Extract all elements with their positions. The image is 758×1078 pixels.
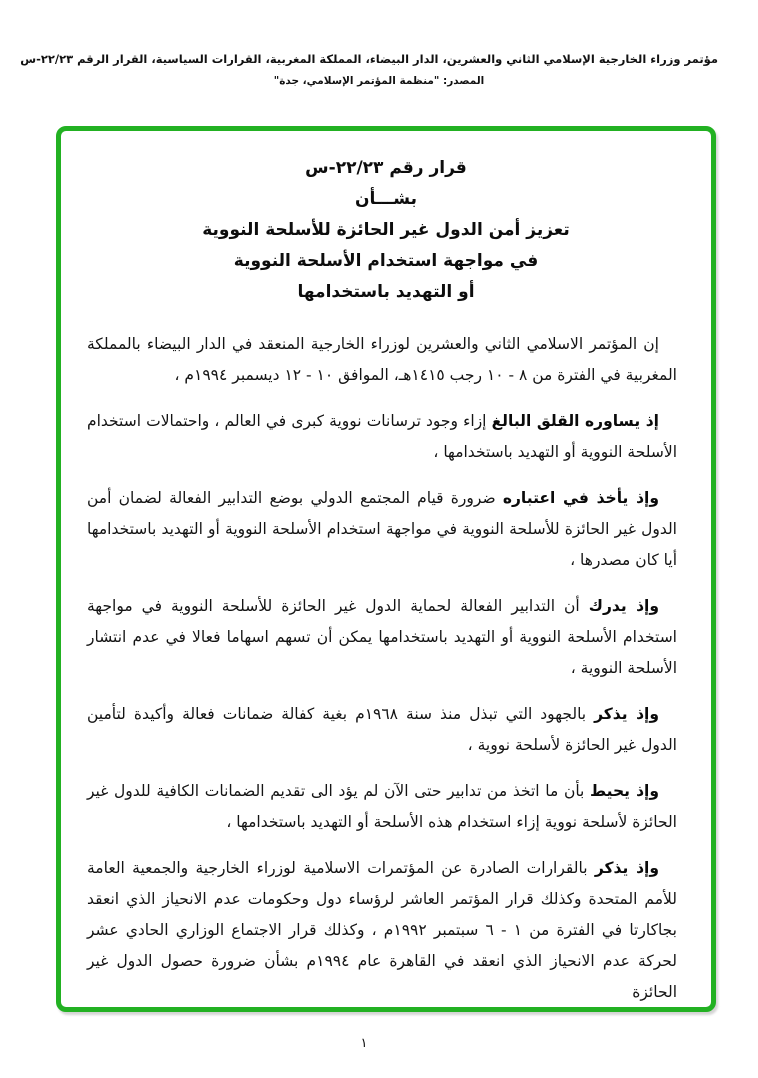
preamble-paragraph bbox=[87, 329, 677, 391]
paragraph-lead: وإذ يدرك bbox=[588, 597, 660, 615]
paragraph-text: بالجهود التي تبذل منذ سنة ١٩٦٨م بغية كفالة ضمانات فعالة وأكيدة لتأمين الدول غير الحائزة لأسلحة نووية ، bbox=[87, 705, 677, 754]
header-source: المصدر: "منظمة المؤتمر الإسلامي، جدة" bbox=[273, 75, 485, 87]
resolution-title-line-3: أو التهديد باستخدامها bbox=[297, 282, 475, 302]
preamble-paragraph bbox=[87, 699, 677, 761]
paragraph-lead: وإذ يذكر bbox=[594, 859, 659, 877]
preamble-paragraph bbox=[87, 483, 677, 576]
resolution-frame bbox=[56, 126, 716, 1012]
preamble-paragraph bbox=[87, 853, 677, 1008]
document-header bbox=[20, 52, 718, 87]
resolution-title-line-1: تعزيز أمن الدول غير الحائزة للأسلحة النووية bbox=[202, 220, 570, 240]
page-number: ١ bbox=[360, 1036, 368, 1051]
paragraph-text: إزاء وجود ترسانات نووية كبرى في العالم ، واحتمالات استخدام الأسلحة النووية أو التهديد باستخدامها ، bbox=[87, 412, 677, 461]
paragraph-text: بالقرارات الصادرة عن المؤتمرات الاسلامية لوزراء الخارجية والجمعية العامة للأمم المتحدة وكذلك قرار المؤتمر العاشر لرؤساء دول وحكومات عدم الانحياز الذي انعقد بجاكارتا في الفترة من ١ - ٦ سبتمبر ١٩٩٢م ، وكذلك قرار الاجتماع الوزاري الحادي عشر لحركة عدم الانحياز الذي انعقد في القاهرة عام ١٩٩٤م بشأن ضرورة حصول الدول غير الحائزة bbox=[87, 859, 677, 1001]
paragraph-lead: وإذ يذكر bbox=[594, 705, 659, 723]
resolution-title-block bbox=[61, 153, 711, 308]
resolution-subject-word: بشـــأن bbox=[354, 189, 417, 209]
paragraph-lead: وإذ يأخذ في اعتباره bbox=[502, 489, 659, 507]
paragraph-text: إن المؤتمر الاسلامي الثاني والعشرين لوزراء الخارجية المنعقد في الدار البيضاء بالمملكة المغربية في الفترة من ٨ - ١٠ رجب ١٤١٥هـ، الموافق ١٠ - ١٢ ديسمبر ١٩٩٤م ، bbox=[87, 335, 677, 384]
resolution-title-line-2: في مواجهة استخدام الأسلحة النووية bbox=[233, 251, 539, 271]
preamble-paragraph bbox=[87, 406, 677, 468]
header-citation: مؤتمر وزراء الخارجية الإسلامي الثاني والعشرين، الدار البيضاء، المملكة المغربية، القرارات السياسية، القرار الرقم ٢٢/٢٣-س bbox=[20, 52, 718, 66]
paragraph-text: بأن ما اتخذ من تدابير حتى الآن لم يؤد الى تقديم الضمانات الكافية للدول غير الحائزة لأسلحة نووية إزاء استخدام هذه الأسلحة أو التهديد باستخدامها ، bbox=[87, 782, 677, 831]
paragraph-text: أن التدابير الفعالة لحماية الدول غير الحائزة للأسلحة النووية في مواجهة استخدام الأسلحة النووية أو التهديد باستخدامها يمكن أن تسهم اسهاما فعالا في عدم انتشار الأسلحة النووية ، bbox=[87, 597, 677, 677]
preamble-paragraph bbox=[87, 776, 677, 838]
preamble-paragraph bbox=[87, 591, 677, 684]
resolution-number: قرار رقم ٢٢/٢٣-س bbox=[305, 158, 467, 178]
resolution-preamble bbox=[87, 329, 677, 1008]
paragraph-lead: وإذ يحيط bbox=[590, 782, 659, 800]
paragraph-text: ضرورة قيام المجتمع الدولي بوضع التدابير الفعالة لضمان أمن الدول غير الحائزة للأسلحة النووية في مواجهة استخدام الأسلحة النووية أو التهديد باستخدامها أيا كان مصدرها ، bbox=[87, 489, 677, 569]
paragraph-lead: إذ يساوره القلق البالغ bbox=[491, 412, 659, 430]
